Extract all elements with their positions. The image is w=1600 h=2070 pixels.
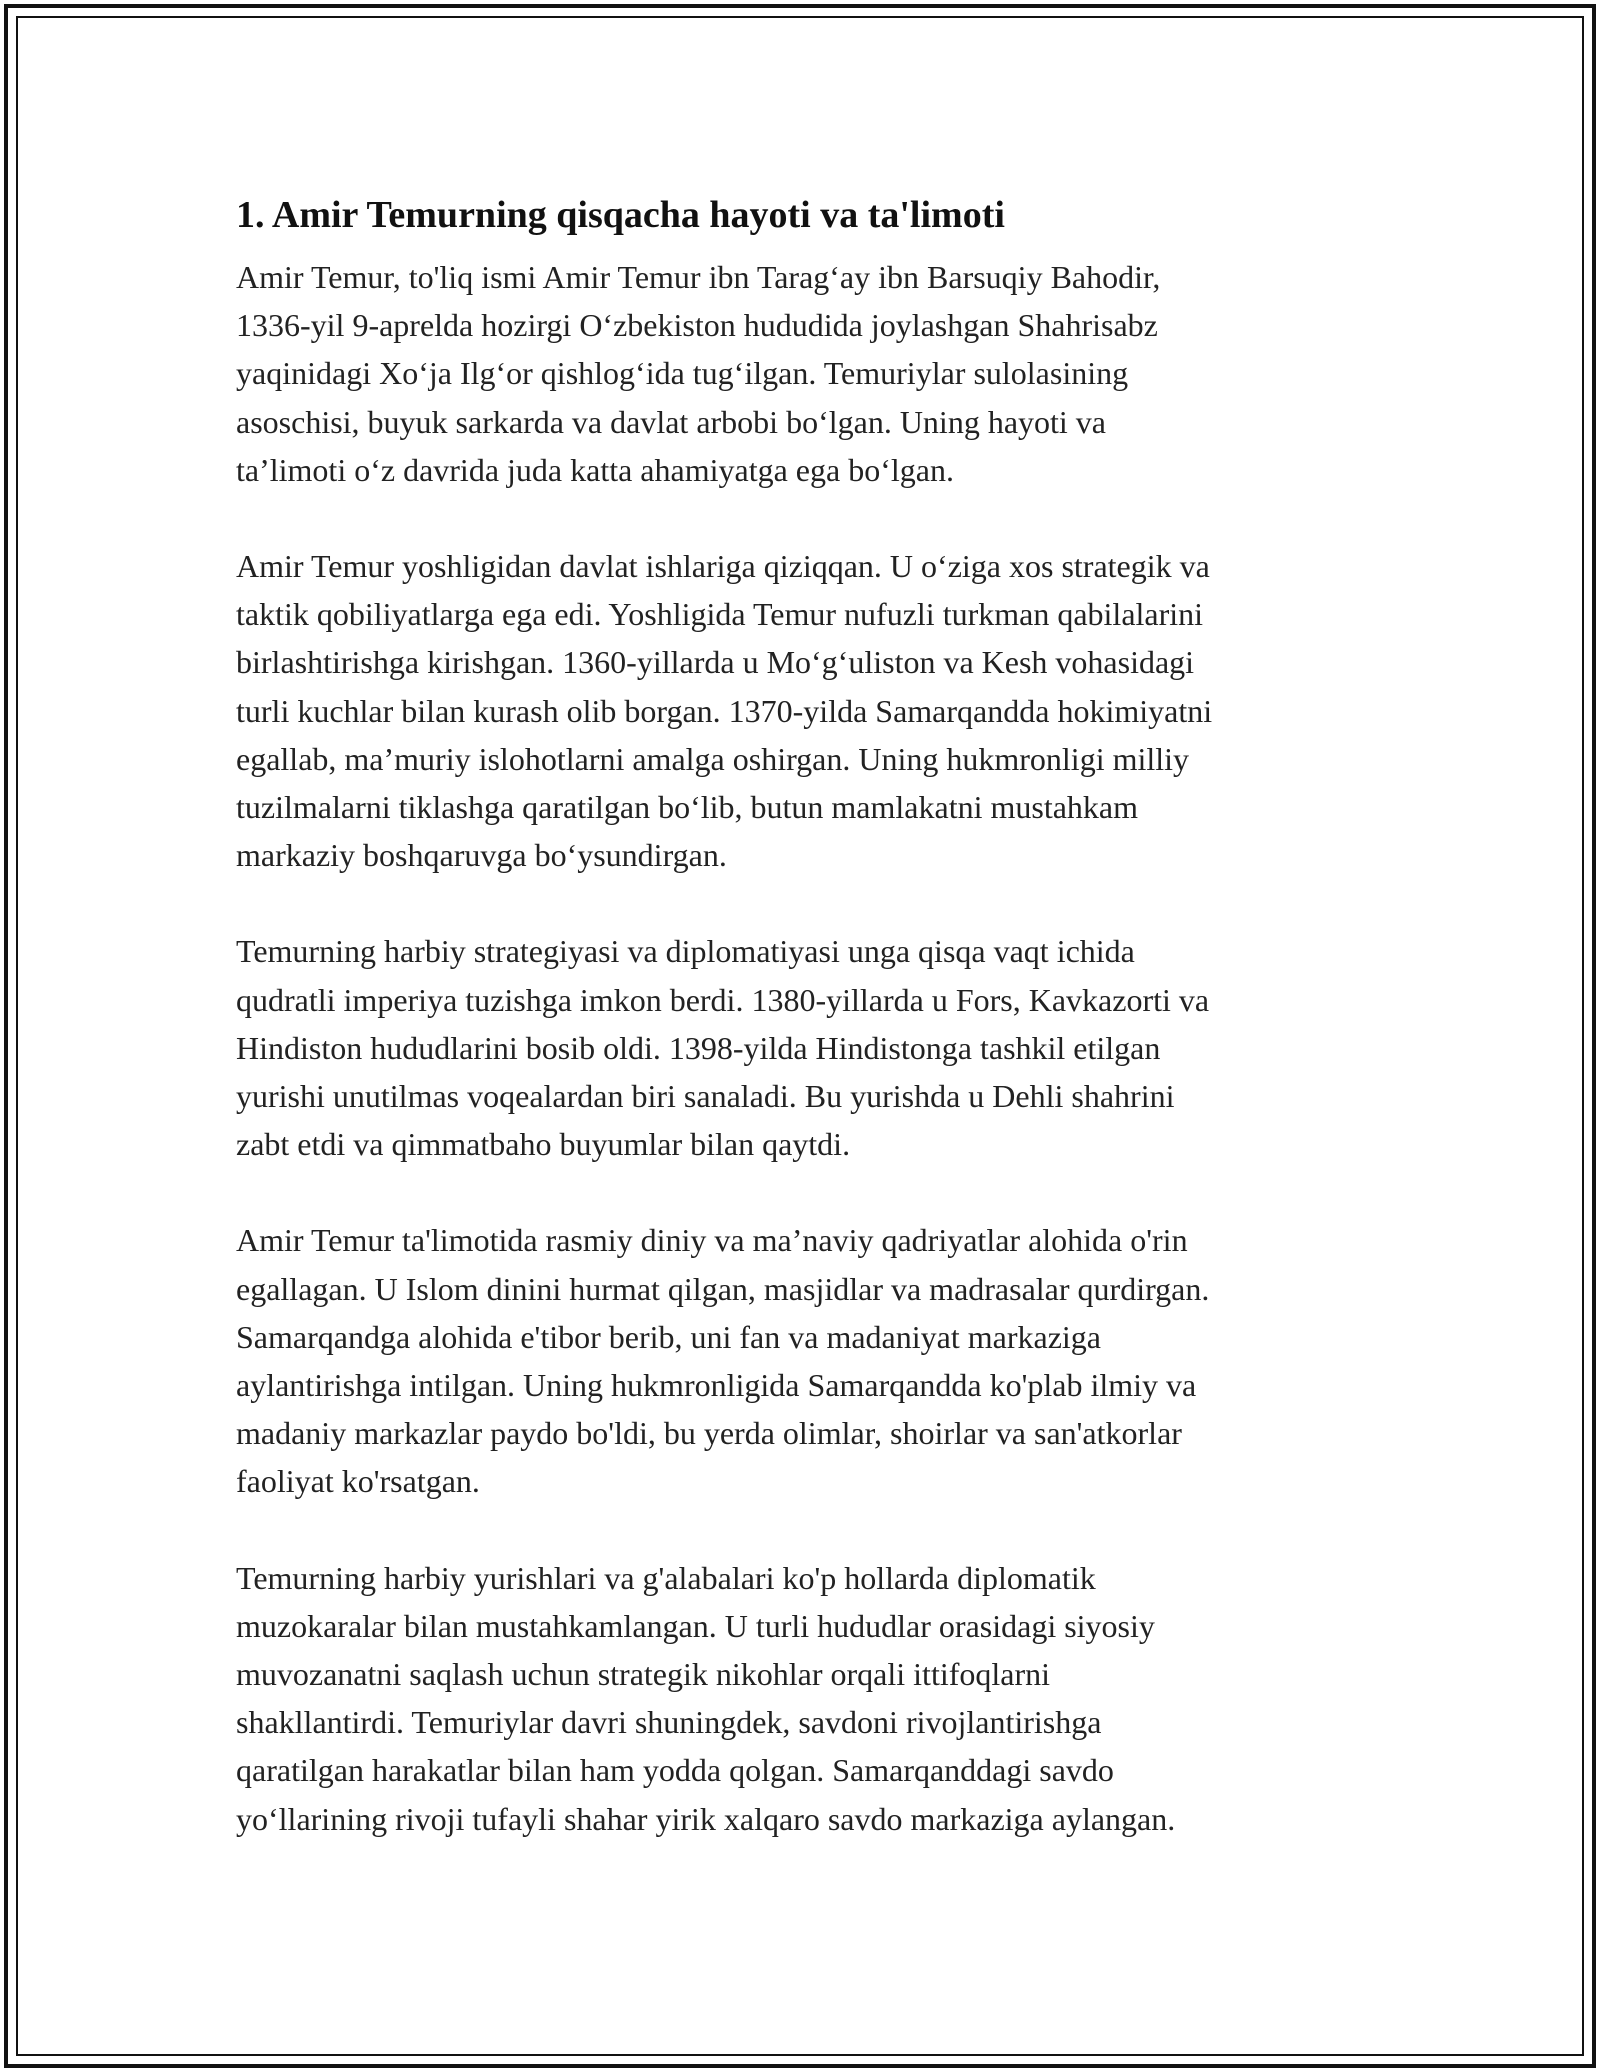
text-line: egallagan. U Islom dinini hurmat qilgan, masjidlar va madrasalar qurdirgan. bbox=[236, 1270, 1210, 1307]
text-line: muzokaralar bilan mustahkamlangan. U turli hududlar orasidagi siyosiy bbox=[236, 1607, 1155, 1644]
text-line: madaniy markazlar paydo bo'ldi, bu yerda olimlar, shoirlar va san'atkorlar bbox=[236, 1415, 1182, 1452]
text-line: qaratilgan harakatlar bilan ham yodda qolgan. Samarqanddagi savdo bbox=[236, 1752, 1114, 1789]
text-line: birlashtirishga kirishgan. 1360-yillarda u Moʻgʻuliston va Kesh vohasidagi bbox=[236, 644, 1195, 681]
text-line: tuzilmalarni tiklashga qaratilgan boʻlib, butun mamlakatni mustahkam bbox=[236, 789, 1138, 826]
document-body bbox=[236, 185, 1376, 1891]
text-line: faoliyat ko'rsatgan. bbox=[236, 1463, 480, 1500]
paragraph-4 bbox=[236, 1216, 1376, 1505]
document-title: 1. Amir Temurning qisqacha hayoti va ta'limoti bbox=[236, 194, 1005, 236]
text-line: taktik qobiliyatlarga ega edi. Yoshligida Temur nufuzli turkman qabilalarini bbox=[236, 596, 1204, 633]
text-line: Temurning harbiy strategiyasi va diplomatiyasi unga qisqa vaqt ichida bbox=[236, 933, 1135, 970]
text-line: ta’limoti oʻz davrida juda katta ahamiyatga ega boʻlgan. bbox=[236, 451, 954, 488]
text-line: markaziy boshqaruvga boʻysundirgan. bbox=[236, 837, 727, 874]
text-line: 1336-yil 9-aprelda hozirgi Oʻzbekiston hududida joylashgan Shahrisabz bbox=[236, 307, 1158, 344]
text-line: Amir Temur yoshligidan davlat ishlariga qiziqqan. U oʻziga xos strategik va bbox=[236, 548, 1210, 585]
text-line: Samarqandga alohida e'tibor berib, uni fan va madaniyat markaziga bbox=[236, 1318, 1101, 1355]
text-line: Hindiston hududlarini bosib oldi. 1398-yilda Hindistonga tashkil etilgan bbox=[236, 1029, 1161, 1066]
text-line: aylantirishga intilgan. Uning hukmronligida Samarqandda ko'plab ilmiy va bbox=[236, 1367, 1197, 1404]
text-line: egallab, ma’muriy islohotlarni amalga oshirgan. Uning hukmronligi milliy bbox=[236, 740, 1190, 777]
paragraph-5 bbox=[236, 1554, 1376, 1843]
text-line: yaqinidagi Xoʻja Ilgʻor qishlogʻida tugʻilgan. Temuriylar sulolasining bbox=[236, 355, 1129, 392]
text-line: Amir Temur ta'limotida rasmiy diniy va ma’naviy qadriyatlar alohida o'rin bbox=[236, 1222, 1188, 1259]
text-line: yoʻllarining rivoji tufayli shahar yirik xalqaro savdo markaziga aylangan. bbox=[236, 1800, 1176, 1837]
text-line: zabt etdi va qimmatbaho buyumlar bilan qaytdi. bbox=[236, 1126, 851, 1163]
text-line: turli kuchlar bilan kurash olib borgan. 1370-yilda Samarqandda hokimiyatni bbox=[236, 692, 1213, 729]
text-line: muvozanatni saqlash uchun strategik nikohlar orqali ittifoqlarni bbox=[236, 1656, 1051, 1693]
text-line: qudratli imperiya tuzishga imkon berdi. 1380-yillarda u Fors, Kavkazorti va bbox=[236, 981, 1210, 1018]
text-line: shakllantirdi. Temuriylar davri shuningdek, savdoni rivojlantirishga bbox=[236, 1704, 1102, 1741]
paragraph-3 bbox=[236, 927, 1376, 1168]
text-line: yurishi unutilmas voqealardan biri sanaladi. Bu yurishda u Dehli shahrini bbox=[236, 1078, 1175, 1115]
paragraph-1 bbox=[236, 253, 1376, 494]
text-line: Temurning harbiy yurishlari va g'alabalari ko'p hollarda diplomatik bbox=[236, 1559, 1096, 1596]
text-line: asoschisi, buyuk sarkarda va davlat arbobi boʻlgan. Uning hayoti va bbox=[236, 403, 1106, 440]
paragraph-2 bbox=[236, 542, 1376, 879]
text-line: Amir Temur, to'liq ismi Amir Temur ibn Taragʻay ibn Barsuqiy Bahodir, bbox=[236, 259, 1161, 295]
